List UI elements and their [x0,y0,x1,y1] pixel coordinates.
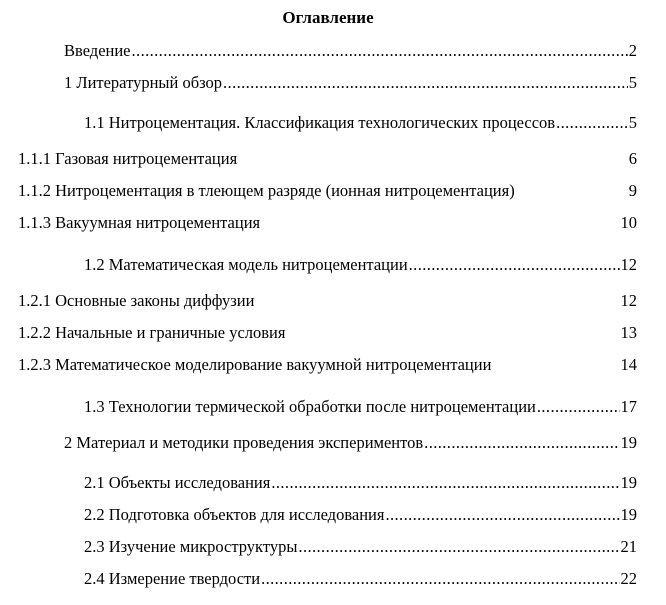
toc-entry-2-3[interactable] [84,537,637,557]
toc-entry-text: 2.4 Измерение твердости [84,569,261,588]
dot-leader [261,569,619,589]
toc-entry-text: 2.2 Подготовка объектов для исследования [84,505,385,524]
toc-entry-text: 1.1 Нитроцементация. Классификация технологических процессов [84,113,556,132]
toc-entry-2-4[interactable] [84,569,637,589]
toc-entry-page: 13 [620,323,637,342]
toc-entry-1-2-2[interactable] [18,323,637,343]
toc-entry-text: 2 Материал и методики проведения экспериментов [64,433,424,452]
toc-title: Оглавление [282,8,374,27]
dot-leader [537,397,620,417]
toc-entry-1-1-2[interactable] [18,181,637,201]
dot-leader [132,41,628,61]
toc-entry-text: 2.3 Изучение микроструктуры [84,537,298,556]
toc-entry-1-2-1[interactable] [18,291,637,311]
toc-entry-page: 17 [620,397,637,416]
toc-entry-page: 22 [620,569,637,588]
toc-entry-page: 9 [628,181,637,200]
toc-entry-page: 12 [620,255,637,274]
dot-leader [298,537,619,557]
toc-entry-1-2[interactable] [84,255,637,275]
toc-entry-2[interactable] [64,433,637,453]
toc-entry-text: 2.1 Объекты исследования [84,473,271,492]
toc-entry-text: 1.2.2 Начальные и граничные условия [18,323,286,342]
toc-entry-text: Введение [64,41,131,60]
toc-entry-page: 14 [620,355,637,374]
toc-entry-page: 19 [620,505,637,524]
toc-entry-page: 5 [628,73,637,92]
toc-entry-page: 2 [628,41,637,60]
dot-leader [424,433,619,453]
toc-entry-text: 1.2 Математическая модель нитроцементации [84,255,408,274]
toc-entry-introduction[interactable] [64,41,637,61]
toc-entry-page: 10 [620,213,637,232]
toc-entry-page: 19 [620,473,637,492]
toc-entry-1-1[interactable] [84,113,637,133]
toc-entry-page: 19 [620,433,637,452]
dot-leader [409,255,620,275]
toc-entry-text: 1.2.1 Основные законы диффузии [18,291,255,310]
toc-entry-1[interactable] [64,73,637,93]
dot-leader [556,113,628,133]
toc-entry-page: 5 [628,113,637,132]
toc-entry-text: 1.1.3 Вакуумная нитроцементация [18,213,261,232]
toc-entry-page: 21 [620,537,637,556]
toc-entry-text: 1.1.2 Нитроцементация в тлеющем разряде (ионная нитроцементация) [18,181,515,200]
toc-entry-page: 6 [628,149,637,168]
toc-entry-1-2-3[interactable] [18,355,637,375]
toc-entry-text: 1.2.3 Математическое моделирование вакуумной нитроцементации [18,355,492,374]
toc-entry-1-3[interactable] [84,397,637,417]
toc-entry-1-1-3[interactable] [18,213,637,233]
toc-entry-page: 12 [620,291,637,310]
dot-leader [271,473,619,493]
toc-entry-1-1-1[interactable] [18,149,637,169]
toc-entry-2-2[interactable] [84,505,637,525]
dot-leader [223,73,628,93]
dot-leader [385,505,619,525]
toc-entry-text: 1.3 Технологии термической обработки после нитроцементации [84,397,536,416]
toc-entry-text: 1.1.1 Газовая нитроцементация [18,149,238,168]
toc-entry-text: 1 Литературный обзор [64,73,223,92]
toc-entry-2-1[interactable] [84,473,637,493]
